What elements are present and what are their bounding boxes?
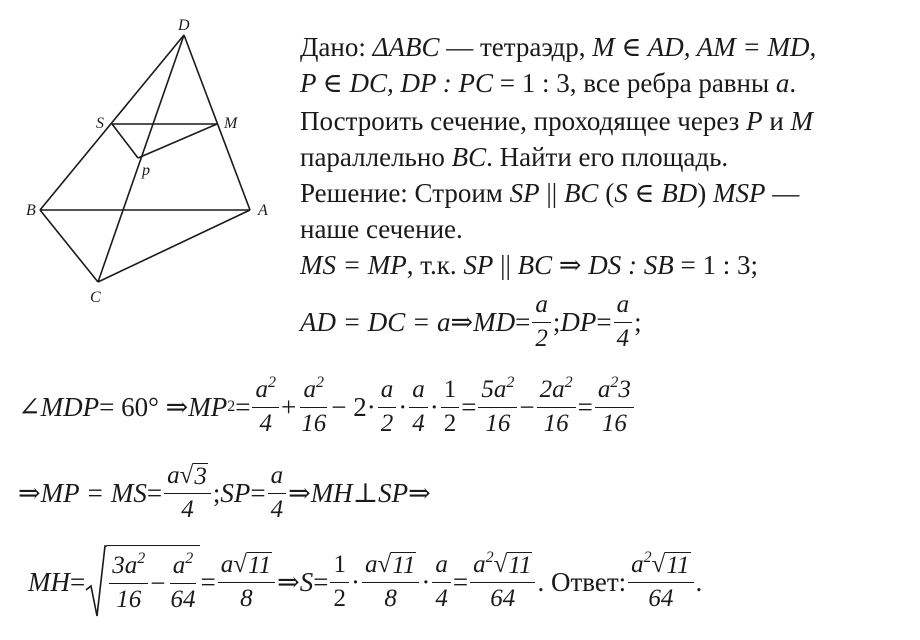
answer-label: . Ответ: xyxy=(537,566,627,597)
sol-bc: BC xyxy=(563,178,599,208)
d: 2 xyxy=(333,584,346,612)
d: 16 xyxy=(601,409,627,437)
imp: ⇒ xyxy=(408,477,431,508)
minus: − 2· xyxy=(331,391,376,422)
fraction-a-4 xyxy=(409,377,428,437)
given-triangle: ΔABC xyxy=(372,32,440,62)
eq: = xyxy=(200,566,216,597)
eq: = xyxy=(461,391,477,422)
den: 4 xyxy=(616,324,630,352)
ad-dp: DP xyxy=(560,306,597,337)
task-text: Построить сечение, проходящее через xyxy=(300,106,747,136)
fraction-a-4 xyxy=(268,463,287,523)
ms-par: || xyxy=(493,250,518,280)
num: a xyxy=(614,292,633,322)
d: 8 xyxy=(384,585,397,612)
label-d: D xyxy=(178,17,190,34)
n: a xyxy=(268,463,287,493)
label-a: A xyxy=(258,202,268,219)
ms-eq-mp: MS = MP xyxy=(300,250,407,280)
sol-sp: SP xyxy=(509,178,540,208)
n: a xyxy=(172,552,186,580)
edge-db xyxy=(40,35,184,210)
ms-bc: BC xyxy=(517,250,553,280)
minus: − xyxy=(150,567,166,598)
sol-in: ∈ xyxy=(627,178,662,208)
task-and: и xyxy=(762,106,791,136)
sol-paren: ( xyxy=(598,178,615,208)
minus: − xyxy=(519,391,535,422)
sp: SP xyxy=(220,477,251,508)
fraction-a2-16 xyxy=(298,374,329,437)
sol-dash: — xyxy=(765,178,800,208)
d: 16 xyxy=(116,585,142,613)
ms-ratio: DS : SB xyxy=(588,250,674,280)
den: 2 xyxy=(535,324,548,352)
imp: ⇒ xyxy=(18,477,41,508)
d: 2 xyxy=(380,409,394,437)
r: 3 xyxy=(194,462,207,490)
ms-imp: ⇒ xyxy=(552,250,589,280)
solution-line-2 xyxy=(300,216,463,243)
fraction-a2-3-16 xyxy=(595,374,634,437)
given-condition-1: M ∈ AD, AM = MD, xyxy=(592,32,817,62)
d: 16 xyxy=(543,409,569,437)
n: a xyxy=(255,376,268,404)
label-m: M xyxy=(224,115,238,132)
n: a xyxy=(378,377,397,407)
s: 2 xyxy=(610,374,619,392)
d: 4 xyxy=(259,409,272,437)
s: 2 xyxy=(506,374,515,392)
num: a xyxy=(532,292,551,322)
edge-ca xyxy=(98,210,250,282)
mp-ms-line xyxy=(18,460,431,526)
angle-60: = 60° ⇒ xyxy=(99,391,189,422)
segment-sp xyxy=(112,124,138,158)
sqrt-expression xyxy=(85,544,200,620)
ad-imp: ⇒ xyxy=(450,306,474,337)
fraction-a2-4 xyxy=(252,374,279,437)
task-line-2 xyxy=(300,144,728,171)
task-point-p: P xyxy=(746,106,763,136)
radical-sign xyxy=(85,544,107,620)
s: 2 xyxy=(185,550,194,568)
edge-bc xyxy=(40,210,98,282)
mh-line xyxy=(28,544,702,620)
task-find-area: . Найти его площадь. xyxy=(486,142,729,172)
perp: ⊥ xyxy=(352,477,379,508)
given-line-2 xyxy=(300,70,796,97)
answer-end: . xyxy=(695,566,703,597)
angle-sign: ∠ xyxy=(18,391,41,422)
sol-msp: MSP xyxy=(712,178,766,208)
n: a xyxy=(409,377,428,407)
mp-ms: MP = MS xyxy=(40,477,147,508)
n: a xyxy=(473,550,486,578)
fraction-a-sqrt11-8: a √ 11 8 xyxy=(362,552,419,613)
eq: = xyxy=(70,566,86,597)
task-bc: BC xyxy=(451,142,487,172)
d: 16 xyxy=(301,409,327,437)
n: 3a xyxy=(112,552,138,580)
sol-par: || xyxy=(539,178,564,208)
given-condition-2-rest: = 1 : 3, все ребра равны xyxy=(493,68,776,98)
n: a xyxy=(167,461,180,489)
edge-dc xyxy=(98,35,184,282)
fraction-5a2-16 xyxy=(478,374,517,437)
dot: · xyxy=(398,391,408,422)
s: 2 xyxy=(315,374,324,392)
sp: SP xyxy=(378,477,409,508)
ad-semi2: ; xyxy=(634,306,642,337)
t: 3 xyxy=(618,376,631,404)
fraction-a2-sqrt11-64: $a^2$ √ 11 64 xyxy=(470,552,535,613)
given-rest: — тетраэдр, xyxy=(439,32,593,62)
ad-md: MD xyxy=(473,306,516,337)
dot: · xyxy=(429,391,439,422)
ad-line xyxy=(300,292,642,352)
dot: · xyxy=(350,566,360,597)
n: a xyxy=(303,376,316,404)
r: 11 xyxy=(666,551,690,579)
d: 2 xyxy=(443,409,457,437)
semi: ; xyxy=(212,477,221,508)
edge-da xyxy=(184,35,250,210)
sol-bd: BD xyxy=(661,178,698,208)
mp-squared-line: ∠ MDP = 60° ⇒ MP 2 = $\frac{a^2}{4}$ + $\frac{a^2}{16}$ − 2· $\frac{a}{2}$ · $\frac{a}{4}$ · $\frac{1}{2}$ = $\frac{5a^2}{16}$ − $\frac{2a^2}{16}$ = $\frac{a^23}{16}$ xyxy=(18,372,636,442)
n: 1 xyxy=(330,552,349,582)
s: 2 xyxy=(564,374,573,392)
label-b: B xyxy=(26,202,36,219)
mh: MH xyxy=(310,477,353,508)
s: 2 xyxy=(643,548,652,566)
sol-s: S xyxy=(614,178,628,208)
eq: = xyxy=(250,477,266,508)
period: . xyxy=(789,68,797,98)
ms-because: , т.к. xyxy=(406,250,464,280)
imp: ⇒ xyxy=(288,477,311,508)
section-text: наше сечение. xyxy=(300,214,463,244)
fraction-a-sqrt3-4: a √ 3 4 xyxy=(164,463,211,524)
fraction-a-4 xyxy=(432,552,451,612)
s: S xyxy=(299,566,314,597)
ms-mp-line xyxy=(300,252,758,279)
d: 4 xyxy=(412,409,425,437)
sol-paren-close: ) xyxy=(697,178,713,208)
task-parallel: параллельно xyxy=(300,142,452,172)
fraction-a-4 xyxy=(614,292,633,352)
dot: · xyxy=(421,566,431,597)
d: 16 xyxy=(485,409,511,437)
ad-eq3: = xyxy=(596,306,612,337)
solution-label: Решение: Строим xyxy=(300,178,510,208)
fraction-a-sqrt11-8: a √ 11 8 xyxy=(218,552,275,613)
n: 2a xyxy=(539,376,565,404)
given-label: Дано: xyxy=(300,32,373,62)
fraction-a2-64 xyxy=(167,550,198,613)
n: a xyxy=(631,550,644,578)
n: 5a xyxy=(481,376,507,404)
eq: = xyxy=(452,566,469,597)
n: a xyxy=(364,550,378,578)
fraction-1-2 xyxy=(330,552,349,612)
tetrahedron-figure xyxy=(0,0,300,340)
eq: = xyxy=(313,566,329,597)
mp: MP xyxy=(188,391,228,422)
ms-ratio-val: = 1 : 3; xyxy=(673,250,759,280)
imp: ⇒ xyxy=(277,566,300,597)
s: 2 xyxy=(267,374,276,392)
eq: = xyxy=(146,477,163,508)
n: 1 xyxy=(441,377,460,407)
d: 64 xyxy=(648,585,674,612)
r: 11 xyxy=(508,551,532,579)
d: 64 xyxy=(170,585,196,613)
ad-eq2: = xyxy=(515,306,531,337)
s: 2 xyxy=(137,550,146,568)
r: 11 xyxy=(247,551,272,579)
answer-fraction: $a^2$ √ 11 64 xyxy=(628,552,693,613)
n: a xyxy=(432,552,451,582)
n: a xyxy=(597,376,611,404)
segment-mp xyxy=(138,124,217,158)
fraction-a-2 xyxy=(378,377,397,437)
eq: = xyxy=(577,391,593,422)
given-line xyxy=(300,34,816,61)
r: 11 xyxy=(392,551,416,579)
plus: + xyxy=(280,391,297,422)
ad-semi: ; xyxy=(552,306,561,337)
fraction-a-2 xyxy=(532,292,551,352)
task-line-1 xyxy=(300,108,813,135)
ad-eq: AD = DC = a xyxy=(300,306,451,337)
label-c: C xyxy=(90,289,101,306)
label-p: p xyxy=(142,162,150,179)
fraction-3a2-16 xyxy=(109,550,148,613)
fraction-2a2-16 xyxy=(537,374,576,437)
solution-line-1 xyxy=(300,180,799,207)
given-condition-2: P ∈ DC, DP : PC xyxy=(300,68,493,98)
d: 4 xyxy=(270,495,284,523)
ms-sp: SP xyxy=(463,250,494,280)
d: 8 xyxy=(240,585,253,612)
mh: MH xyxy=(28,566,70,597)
d: 64 xyxy=(490,585,516,612)
d: 4 xyxy=(181,496,194,523)
edge-variable: a xyxy=(775,68,790,98)
angle-mdp: MDP xyxy=(40,391,100,422)
task-point-m: M xyxy=(790,106,814,136)
d: 4 xyxy=(435,584,448,612)
s: 2 xyxy=(485,548,494,566)
eq: = xyxy=(235,391,251,422)
n: a xyxy=(220,550,234,578)
fraction-1-2 xyxy=(441,377,460,437)
label-s: S xyxy=(96,115,104,132)
